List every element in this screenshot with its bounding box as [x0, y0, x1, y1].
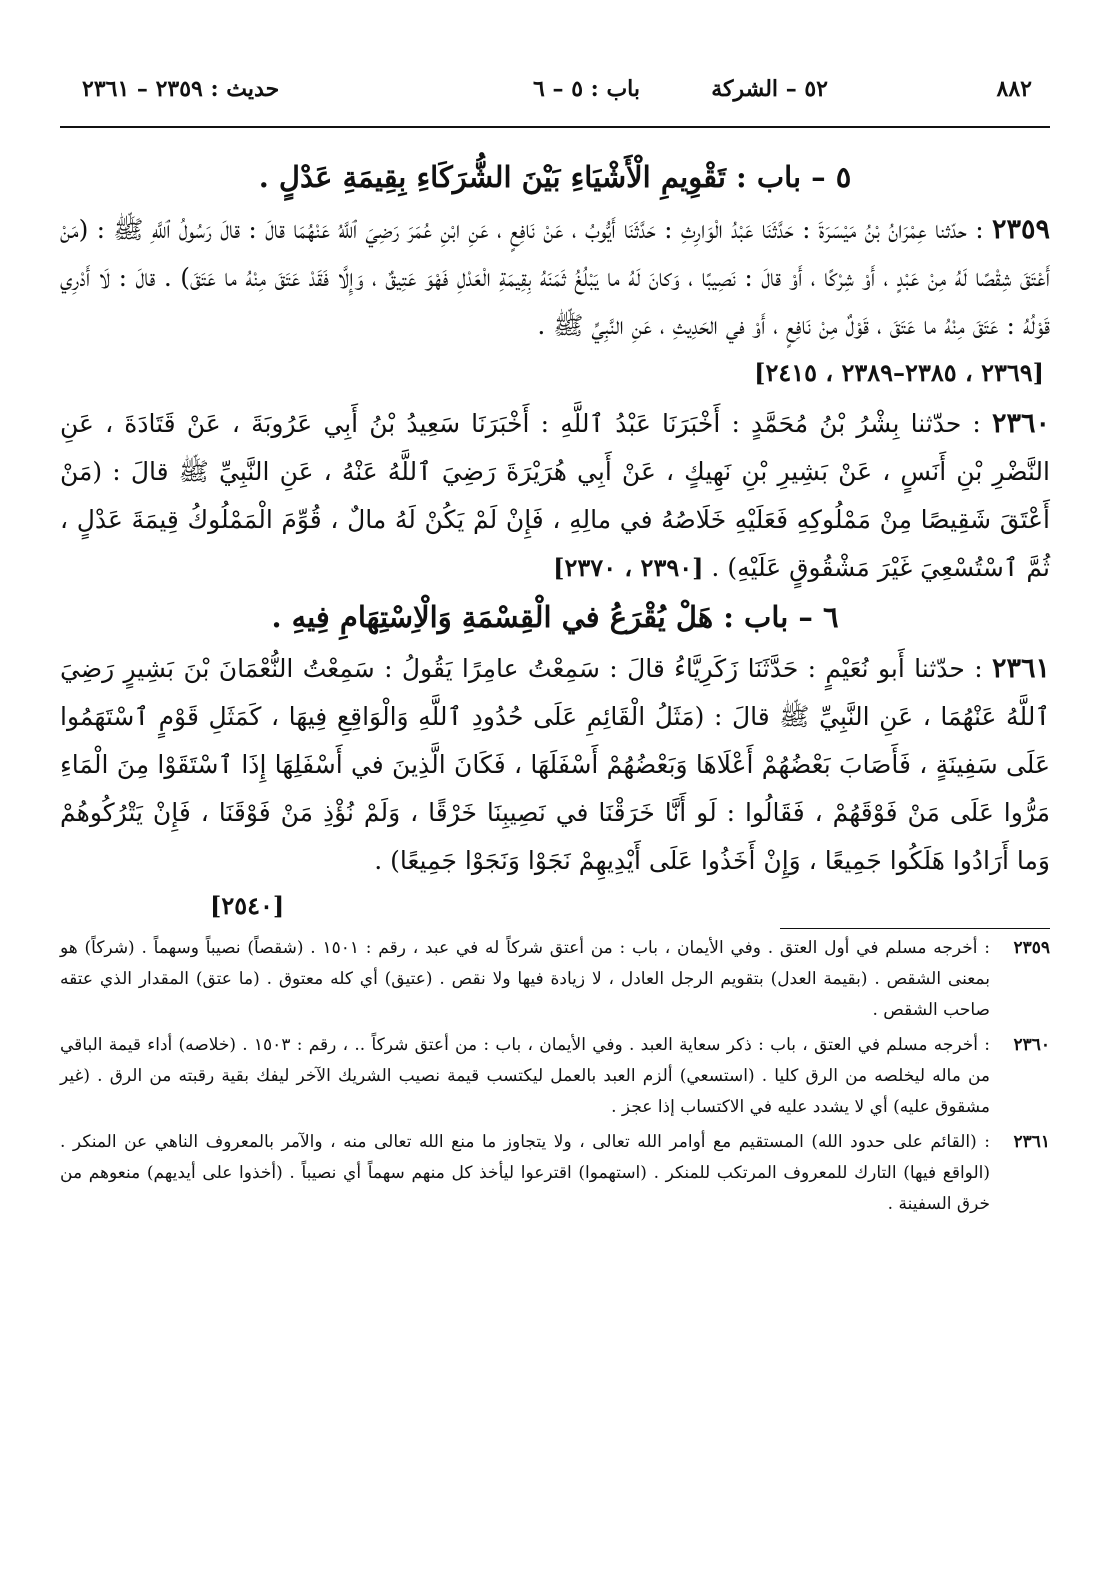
footnote-text: : أخرجه مسلم في أول العتق . وفي الأيمان ، باب : من أعتق شركاً له في عبد ، رقم : ١٥٠١ . (شقصاً) نصيباً وسهماً . (شركاً) هو بمعنى الشقص . (بقيمة العدل) بتقويم الرجل العادل ، لا زيادة فيها ولا نقص . (عتيق) أي كله معتوق . (ما عتق) المقدار الذي عتقه صاحب الشقص . — [60, 938, 990, 1020]
hadith-number: ٢٣٥٩ — [991, 213, 1050, 245]
hadith-text: : حدّثنا عِمْرَانُ بْنُ مَيْسَرَةَ : حَدَّثَنَا عَبْدُ الْوَارِثِ : حَدَّثَنَا أَيُّوبُ ، عَنْ نَافِعٍ ، عَنِ ابْنِ عُمَرَ رَضِيَ ٱللَّهُ عَنْهُمَا قالَ : قالَ رَسُولُ ٱللَّهِ ﷺ : (مَنْ أَعْتَقَ شِقْصًا لَهُ مِنْ عَبْدٍ ، أَوْ شِرْكًا ، أَوْ قالَ : نَصِيبًا ، وَكانَ لَهُ ما يَبْلُغُ ثَمَنَهُ بِقِيمَةِ الْعَدْلِ فَهْوَ عَتِيقٌ ، وَإِلَّا فَقَدْ عَتَقَ مِنْهُ ما عَتَقَ) . قالَ : لَا أَدْرِي قَوْلُهُ : عَتَقَ مِنْهُ ما عَتَقَ ، قَوْلٌ مِنْ نَافِعٍ ، أَوْ في الحَدِيثِ ، عَنِ النَّبِيِّ ﷺ . — [60, 214, 1050, 340]
footnotes — [60, 928, 1050, 1220]
chapter-heading-6: ٦ – باب : هَلْ يُقْرَعُ في الْقِسْمَةِ وَالْاِسْتِهَامِ فِيهِ . — [271, 599, 839, 634]
hadith-2360 — [60, 400, 1050, 592]
hadith-number: ٢٣٦١ — [991, 653, 1050, 684]
footnote-text: : أخرجه مسلم في العتق ، باب : ذكر سعاية العبد . وفي الأيمان ، باب : من أعتق شركاً .. ، رقم : ١٥٠٣ . (خلاصه) أداء قيمة الباقي من ماله ليخلصه من الرق كليا . (استسعي) ألزم العبد بالعمل ليكتسب قيمة نصيب الشريك الآخر ليفك بقية رقبته من الرق . (غير مشقوق عليه) أي لا يشدد عليه في الاكتساب إذا عجز . — [60, 1035, 990, 1117]
hadith-text: : حدّثنا أَبو نُعَيْمٍ : حَدَّثَنَا زَكَرِيَّاءُ قالَ : سَمِعْتُ عامِرًا يَقُولُ : سَمِعْتُ النُّعْمَانَ بْنَ بَشِيرٍ رَضِيَ ٱللَّهُ عَنْهُمَا ، عَنِ النَّبِيِّ ﷺ قالَ : (مَثَلُ الْقَائِمِ عَلَى حُدُودِ ٱللَّهِ وَالْوَاقِعِ فِيهَا ، كَمَثَلِ قَوْمٍ ٱسْتَهَمُوا عَلَى سَفِينَةٍ ، فَأَصَابَ بَعْضُهُمْ أَعْلَاهَا وَبَعْضُهُمْ أَسْفَلَهَا ، فَكَانَ الَّذِينَ في أَسْفَلِهَا إِذَا ٱسْتَقَوْا مِنَ الْمَاءِ مَرُّوا عَلَى مَنْ فَوْقَهُمْ ، فَقَالُوا : لَو أَنَّا خَرَقْنَا في نَصِيبِنَا خَرْقًا ، وَلَمْ نُؤْذِ مَنْ فَوْقَنَا ، فَإِنْ يَتْرُكُوهُمْ وَما أَرَادُوا هَلَكُوا جَمِيعًا ، وَإِنْ أَخَذُوا عَلَى أَيْدِيهِمْ نَجَوْا وَنَجَوْا جَمِيعًا) . — [60, 654, 1050, 875]
cross-references: [٢٣٩٠ ، ٢٣٧٠] — [553, 552, 704, 582]
hadith-range: حديث : ٢٣٥٩ – ٢٣٦١ — [82, 76, 280, 102]
footnote-2360 — [60, 1030, 1050, 1123]
footnote-divider — [780, 928, 1050, 929]
header-divider — [60, 126, 1050, 128]
book-page — [60, 70, 1050, 1224]
running-header — [60, 70, 1050, 116]
cross-references: [٢٣٦٩ ، ٢٣٨٥–٢٣٨٩ ، ٢٤١٥] — [754, 357, 1044, 387]
page-number: ٨٨٢ — [996, 76, 1032, 102]
footnote-text: : (القائم على حدود الله) المستقيم مع أوامر الله تعالى ، ولا يتجاوز ما منع الله تعالى منه ، والآمر بالمعروف الناهي عن المنكر . (الواقع فيها) التارك للمعروف المرتكب للمنكر . (استهموا) اقترعوا ليأخذ كل منهم سهماً أي نصيباً . (أخذوا على أيديهم) منعوهم من خرق السفينة . — [60, 1132, 990, 1214]
footnote-number: ٢٣٦١ — [1013, 1132, 1050, 1152]
book-title: ٥٢ – الشركة — [711, 76, 828, 102]
footnote-number: ٢٣٥٩ — [1013, 938, 1050, 958]
footnote-2359 — [60, 933, 1050, 1026]
hadith-number: ٢٣٦٠ — [991, 407, 1050, 439]
bab-range: باب : ٥ – ٦ — [533, 76, 640, 102]
hadith-2359 — [60, 206, 1050, 350]
chapter-heading-5: ٥ – باب : تَقْوِيمِ الْأَشْيَاءِ بَيْنَ الشُّرَكَاءِ بِقِيمَةِ عَدْلٍ . — [258, 160, 852, 194]
footnote-number: ٢٣٦٠ — [1013, 1035, 1050, 1055]
cross-references: [٢٥٤٠] — [210, 891, 285, 920]
footnote-2361 — [60, 1127, 1050, 1220]
hadith-text: : حدّثنا بِشْرُ بْنُ مُحَمَّدٍ : أَخْبَرَنَا عَبْدُ ٱللَّهِ : أَخْبَرَنَا سَعِيدُ بْنُ أَبِي عَرُوبَةَ ، عَنْ قَتَادَةَ ، عَنِ النَّضْرِ بْنِ أَنَسٍ ، عَنْ بَشِيرِ بْنِ نَهِيكٍ ، عَنْ أَبِي هُرَيْرَةَ رَضِيَ ٱللَّهُ عَنْهُ ، عَنِ النَّبِيِّ ﷺ قالَ : (مَنْ أَعْتَقَ شَقِيصًا مِنْ مَمْلُوكِهِ فَعَلَيْهِ خَلَاصُهُ في مالِهِ ، فَإِنْ لَمْ يَكُنْ لَهُ مالٌ ، قُوِّمَ الْمَمْلُوكُ قِيمَةَ عَدْلٍ ، ثُمَّ ٱسْتُسْعِيَ غَيْرَ مَشْقُوقٍ عَلَيْهِ) . — [60, 408, 1050, 582]
hadith-2361 — [60, 645, 1050, 885]
